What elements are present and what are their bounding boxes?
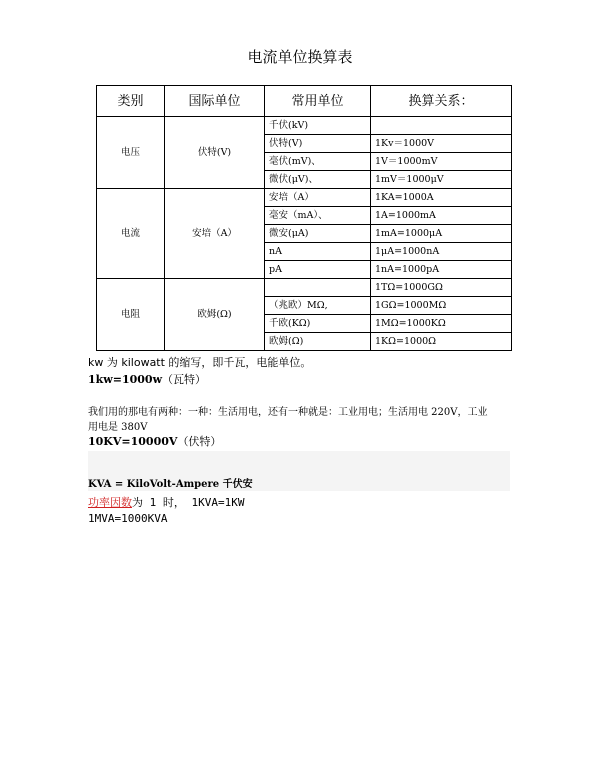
relation-cell: 1A=1000mA	[371, 207, 512, 225]
power-types-line2: 用电是 380V	[88, 422, 148, 433]
kv-equation-note: （伏特）	[177, 435, 222, 448]
common-unit-cell: 毫伏(mV)、	[265, 153, 371, 171]
relation-cell: 1KΩ=1000Ω	[371, 333, 512, 351]
kw-description: kw 为 kilowatt 的缩写，即千瓦，电能单位。	[88, 356, 312, 369]
relation-cell	[371, 117, 512, 135]
si-unit-cell: 伏特(V)	[165, 117, 265, 189]
category-cell: 电阻	[97, 279, 165, 351]
table-row	[97, 279, 512, 297]
common-unit-cell: 千伏(kV)	[265, 117, 371, 135]
category-cell: 电压	[97, 117, 165, 189]
power-factor-line	[88, 494, 244, 510]
power-factor-link[interactable]: 功率因数	[88, 496, 132, 509]
table-row	[97, 189, 512, 207]
common-unit-cell: 毫安（mA）、	[265, 207, 371, 225]
common-unit-cell: 千欧(KΩ)	[265, 315, 371, 333]
header-relation: 换算关系：	[371, 86, 512, 117]
common-unit-cell: 伏特(V)	[265, 135, 371, 153]
kw-equation	[88, 371, 206, 387]
header-si-unit: 国际单位	[165, 86, 265, 117]
relation-cell: 1nA=1000pA	[371, 261, 512, 279]
header-category: 类别	[97, 86, 165, 117]
relation-cell: 1MΩ=1000KΩ	[371, 315, 512, 333]
relation-cell: 1V＝1000mV	[371, 153, 512, 171]
common-unit-cell	[265, 279, 371, 297]
common-unit-cell: （兆欧）MΩ,	[265, 297, 371, 315]
relation-cell: 1TΩ=1000GΩ	[371, 279, 512, 297]
table-header-row	[97, 86, 512, 117]
common-unit-cell: pA	[265, 261, 371, 279]
relation-cell: 1KA=1000A	[371, 189, 512, 207]
common-unit-cell: 安培（A）	[265, 189, 371, 207]
relation-cell: 1μA=1000nA	[371, 243, 512, 261]
page-title: 电流单位换算表	[247, 48, 353, 66]
mva-equation: 1MVA=1000KVA	[88, 512, 168, 525]
si-unit-cell: 安培（A）	[165, 189, 265, 279]
kv-equation-value: 10KV=10000V	[88, 435, 178, 448]
si-unit-cell: 欧姆(Ω)	[165, 279, 265, 351]
relation-cell: 1Kv＝1000V	[371, 135, 512, 153]
table-row	[97, 117, 512, 135]
header-common-unit: 常用单位	[265, 86, 371, 117]
power-types-line1: 我们用的那电有两种：一种：生活用电，还有一种就是：工业用电；生活用电 220V，工业	[88, 407, 488, 418]
common-unit-cell: 欧姆(Ω)	[265, 333, 371, 351]
kv-equation	[88, 433, 221, 449]
common-unit-cell: 微伏(μV)、	[265, 171, 371, 189]
relation-cell: 1GΩ=1000MΩ	[371, 297, 512, 315]
kw-equation-value: 1kw=1000w	[88, 373, 163, 386]
common-unit-cell: nA	[265, 243, 371, 261]
kw-equation-note: （瓦特）	[162, 373, 207, 386]
power-factor-rest: 为 1 时， 1KVA=1KW	[132, 496, 245, 509]
relation-cell: 1mA=1000μA	[371, 225, 512, 243]
kva-definition: KVA = KiloVolt-Ampere 千伏安	[88, 479, 253, 490]
relation-cell: 1mV＝1000μV	[371, 171, 512, 189]
common-unit-cell: 微安(μA)	[265, 225, 371, 243]
conversion-table	[96, 85, 512, 351]
category-cell: 电流	[97, 189, 165, 279]
